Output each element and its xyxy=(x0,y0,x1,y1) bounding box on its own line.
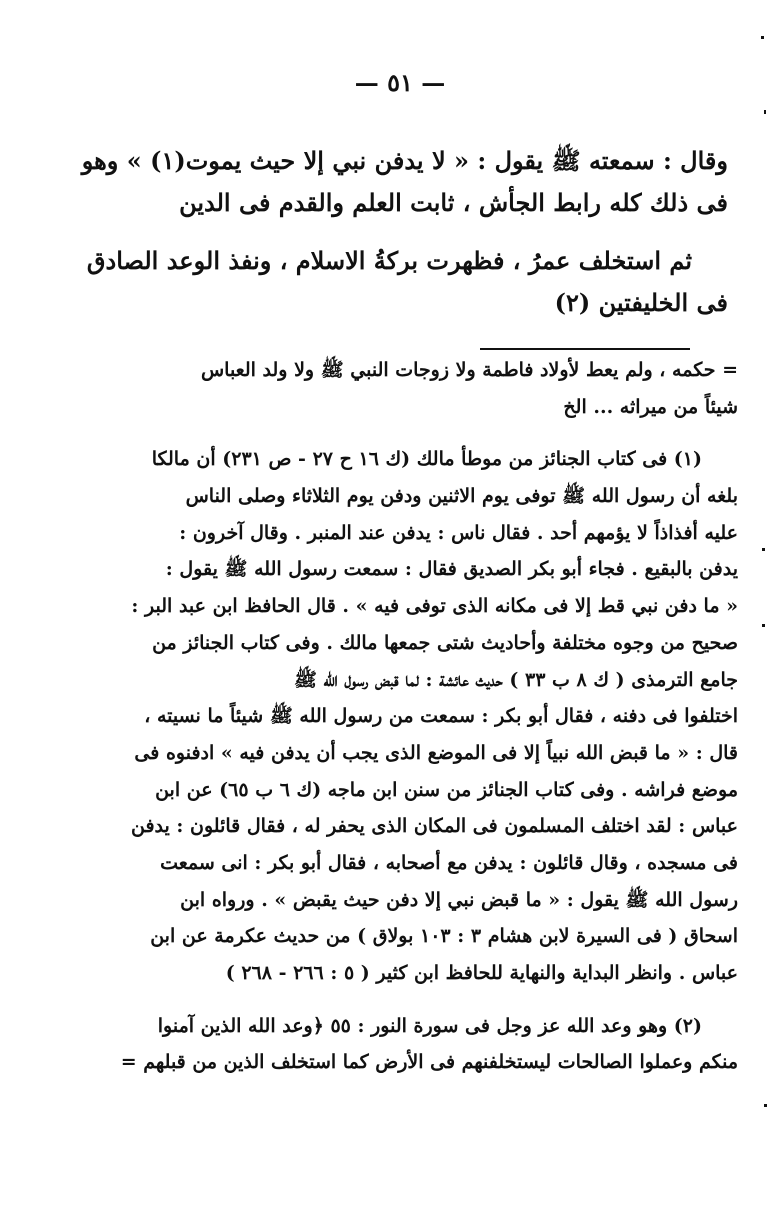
footnote-1-line: عباس : لقد اختلف المسلمون فى المكان الذى يحفر له ، فقال قائلون : يدفن xyxy=(130,815,738,838)
footnote-1-line: قال : « ما قبض الله نبياً إلا فى الموضع الذى يجب أن يدفن فيه » ادفنوه فى xyxy=(134,741,738,764)
scan-speck xyxy=(762,548,765,551)
footnote-1-line: يدفن بالبقيع . فجاء أبو بكر الصديق فقال : سمعت رسول الله ﷺ يقول : xyxy=(165,558,738,581)
footnote-2-line: (٢) وهو وعد الله عز وجل فى سورة النور : ٥٥ ﴿وعد الله الذين آمنوا xyxy=(157,1014,702,1037)
footnote-1-line: عباس . وانظر البداية والنهاية للحافظ ابن كثير ( ٥ : ٢٦٦ - ٢٦٨ ) xyxy=(225,962,738,984)
main-text xyxy=(40,140,728,324)
scan-speck xyxy=(764,1104,767,1107)
footnote-1-line: اسحاق ( فى السيرة لابن هشام ٣ : ١٠٣ بولاق ) من حديث عكرمة عن ابن xyxy=(150,925,738,948)
scan-speck xyxy=(764,110,766,114)
footnote-1-line: (١) فى كتاب الجنائز من موطأ مالك (ك ١٦ ح ٢٧ - ص ٢٣١) أن مالكا xyxy=(151,448,702,471)
main-line: فى الخليفتين (٢) xyxy=(554,288,728,317)
footnote-1-line: رسول الله ﷺ يقول : « ما قبض نبي إلا دفن حيث يقبض » . ورواه ابن xyxy=(180,888,738,911)
footnote-1-line: اختلفوا فى دفنه ، فقال أبو بكر : سمعت من رسول الله ﷺ شيئاً ما نسيته ، xyxy=(144,705,738,728)
scan-speck xyxy=(761,36,764,39)
footnote-1-line: جامع الترمذى ( ك ٨ ب ٣٣ ) حديث عائشة : لما قبض رسول الله ﷺ xyxy=(293,668,738,691)
footnote-1-line: موضع فراشه . وفى كتاب الجنائز من سنن ابن ماجه (ك ٦ ب ٦٥) عن ابن xyxy=(155,778,738,801)
footnote-1-line: عليه أفذاذاً لا يؤمهم أحد . فقال ناس : يدفن عند المنبر . وقال آخرون : xyxy=(179,521,738,544)
footnote-line: = حكمه ، ولم يعط لأولاد فاطمة ولا زوجات النبي ﷺ ولا ولد العباس xyxy=(200,359,738,381)
footnote-line: شيئاً من ميراثه ... الخ xyxy=(563,395,738,418)
main-line: فى ذلك كله رابط الجأش ، ثابت العلم والقدم فى الدين xyxy=(179,188,728,217)
footnote-1-line: بلغه أن رسول الله ﷺ توفى يوم الاثنين ودفن يوم الثلاثاء وصلى الناس xyxy=(185,485,738,508)
footnote-1-line: فى مسجده ، وقال قائلون : يدفن مع أصحابه ، فقال أبو بكر : انى سمعت xyxy=(160,851,738,874)
footnote-2-line: منكم وعملوا الصالحات ليستخلفنهم فى الأرض كما استخلف الذين من قبلهم = xyxy=(120,1051,738,1074)
footnote-1-line: « ما دفن نبي قط إلا فى مكانه الذى توفى فيه » . قال الحافظ ابن عبد البر : xyxy=(131,595,738,618)
page-number: — ٥١ — xyxy=(354,68,446,97)
footnote-divider xyxy=(480,348,690,350)
footnote-1-line: صحيح من وجوه مختلفة وأحاديث شتى جمعها مالك . وفى كتاب الجنائز من xyxy=(152,631,738,654)
main-line: وقال : سمعته ﷺ يقول : « لا يدفن نبي إلا حيث يموت(١) » وهو xyxy=(81,146,728,175)
scan-speck xyxy=(762,624,765,627)
main-line: ثم استخلف عمرُ ، فظهرت بركةُ الاسلام ، ونفذ الوعد الصادق xyxy=(86,246,692,275)
footnotes xyxy=(36,352,738,1081)
